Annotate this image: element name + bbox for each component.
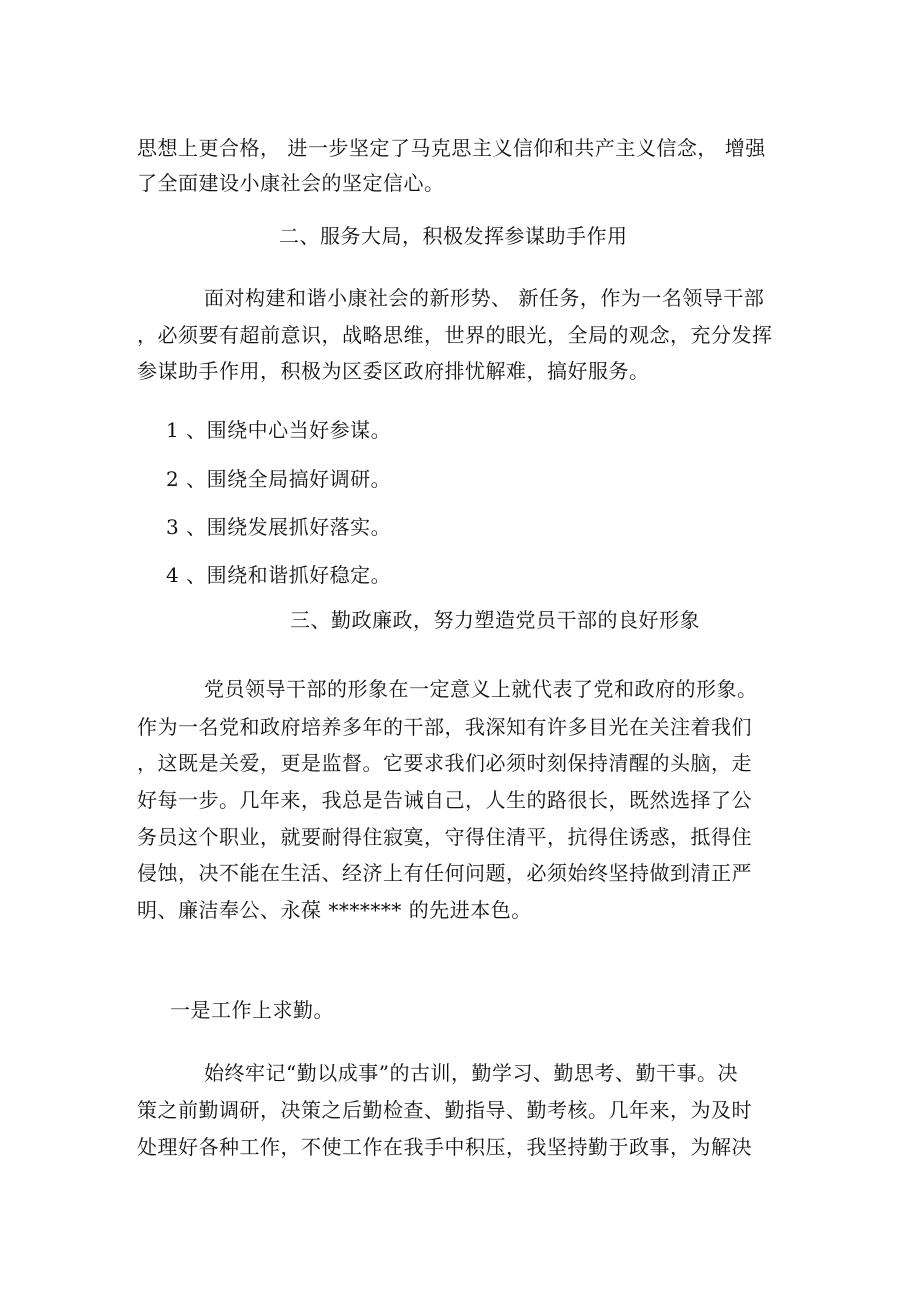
section-3-subheading: 一是工作上求勤。 [170,998,334,1022]
intro-line-2: 了全面建设小康社会的坚定信心。 [137,171,445,195]
section-3-sub-paragraph [137,1059,752,1161]
section-2-line-2: ，必须要有超前意识，战略思维，世界的眼光，全局的观念，充分发挥 [137,323,773,347]
sub-paragraph-line-3: 处理好各种工作，不使工作在我手中积压，我坚持勤于政事，为解决 [137,1135,752,1159]
sub-paragraph-line-1: 始终牢记“勤以成事”的古训，勤学习、勤思考、勤干事。决 [204,1061,738,1085]
section-2-line-1: 面对构建和谐小康社会的新形势、 新任务，作为一名领导干部 [204,286,765,310]
section-3-line-1: 党员领导干部的形象在一定意义上就代表了党和政府的形象。 [204,677,758,701]
section-2-line-3: 参谋助手作用，积极为区委区政府排忧解难，搞好服务。 [137,359,650,383]
section-3-line-6: 侵蚀，决不能在生活、经济上有任何问题，必须始终坚持做到清正严 [137,861,752,885]
intro-paragraph [137,134,766,197]
section-3-line-3: ，这既是关爱，更是监督。它要求我们必须时刻保持清醒的头脑，走 [137,751,752,775]
section-3-line-2: 作为一名党和政府培养多年的干部，我深知有许多目光在关注着我们 [137,715,752,739]
section-3-line-5: 务员这个职业，就要耐得住寂寞，守得住清平，抗得住诱惑，抵得住 [137,825,752,849]
section-2-item-1: 1 、围绕中心当好参谋。 [166,418,392,442]
section-3-heading: 三、勤政廉政，努力塑造党员干部的良好形象 [290,608,700,632]
section-3-line-4: 好每一步。几年来，我总是告诫自己，人生的路很长，既然选择了公 [137,788,752,812]
section-2-paragraph [137,284,773,385]
section-3-paragraph [137,675,758,924]
section-2-item-4: 4 、围绕和谐抓好稳定。 [166,563,392,587]
intro-line-1: 思想上更合格， 进一步坚定了马克思主义信仰和共产主义信念， 增强 [137,136,766,160]
section-2-item-3: 3 、围绕发展抓好落实。 [166,515,392,539]
section-2-heading: 二、服务大局，积极发挥参谋助手作用 [279,224,628,248]
section-3-line-7: 明、廉洁奉公、永葆 ******* 的先进本色。 [137,898,532,922]
sub-paragraph-line-2: 策之前勤调研，决策之后勤检查、勤指导、勤考核。几年来，为及时 [137,1098,752,1122]
section-2-item-2: 2 、围绕全局搞好调研。 [166,467,392,491]
